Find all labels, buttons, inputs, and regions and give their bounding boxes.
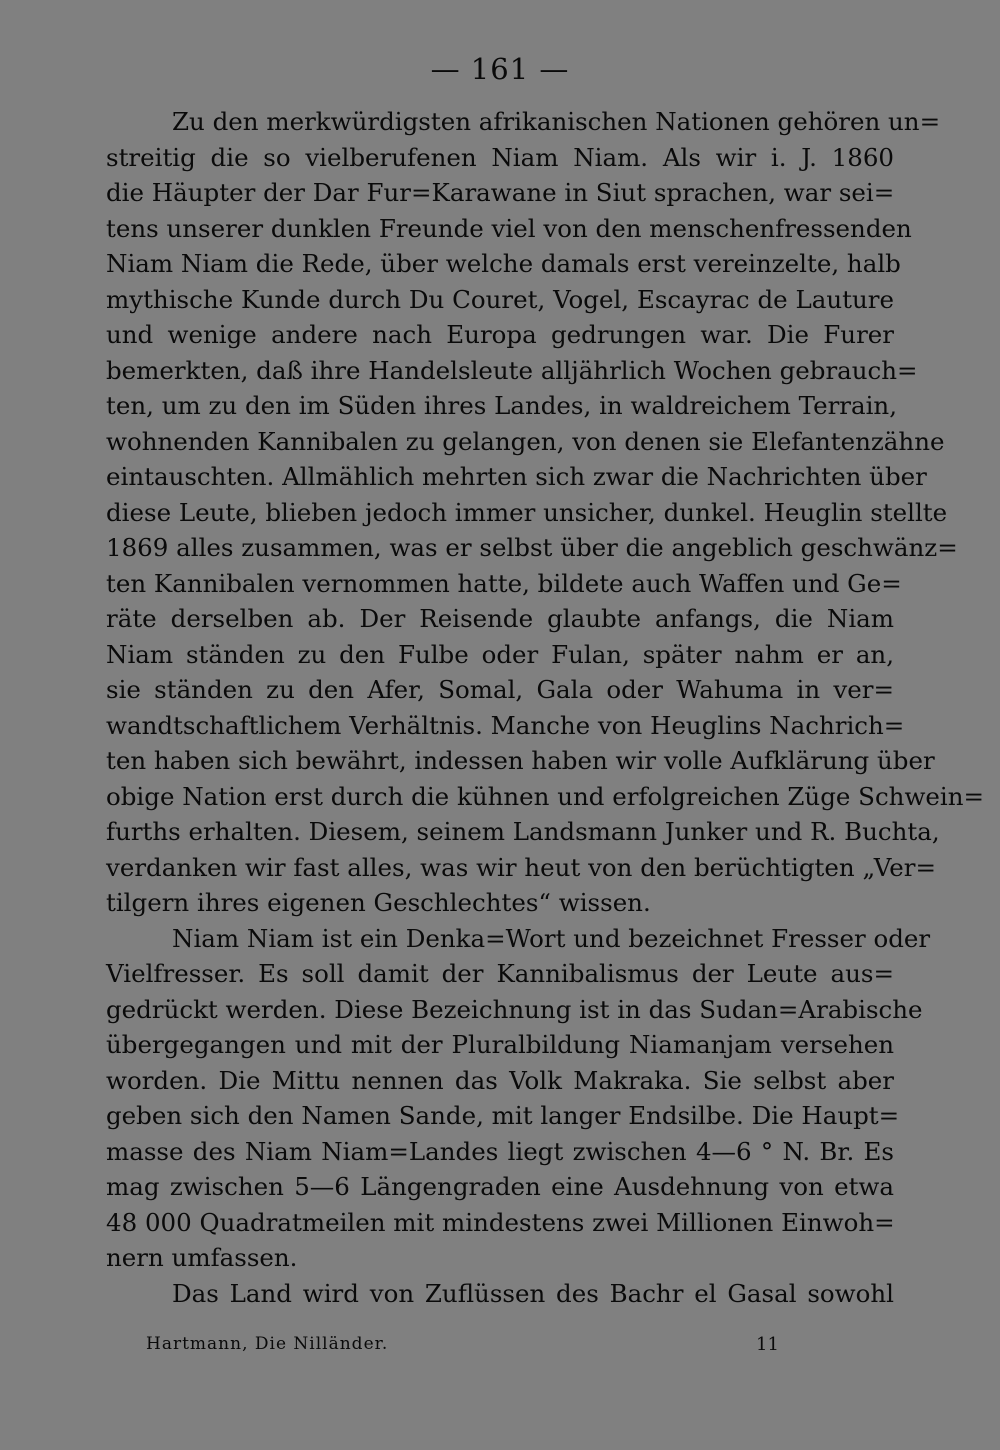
text-line: verdanken wir fast alles, was wir heut von den berüchtigten „Ver= bbox=[106, 852, 936, 882]
text-line: ten haben sich bewährt, indessen haben wir volle Aufklärung über bbox=[106, 746, 935, 775]
text-line: obige Nation erst durch die kühnen und erfolgreichen Züge Schwein= bbox=[106, 781, 985, 811]
text-line: ten Kannibalen vernommen hatte, bildete auch Waffen und Ge= bbox=[106, 568, 902, 598]
text-line: wohnenden Kannibalen zu gelangen, von denen sie Elefantenzähne bbox=[106, 426, 945, 456]
text-line: Niam Niam die Rede, über welche damals erst vereinzelte, halb bbox=[106, 249, 901, 278]
text-line: nern umfassen. bbox=[106, 1243, 298, 1272]
footer-author-title: Hartmann, Die Nilländer. bbox=[146, 1334, 389, 1354]
text-line: tens unserer dunklen Freunde viel von den menschenfressenden bbox=[106, 213, 912, 243]
text-line: wandtschaftlichem Verhältnis. Manche von Heuglins Nachrich= bbox=[106, 710, 905, 740]
signature-mark: 11 bbox=[756, 1334, 779, 1355]
page-footer bbox=[0, 1334, 1000, 1364]
text-line: Niam Niam ist ein Denka=Wort und bezeichnet Fresser oder bbox=[172, 923, 931, 953]
text-line: mag zwischen 5—6 Längengraden eine Ausdehnung von etwa bbox=[106, 1172, 894, 1201]
text-line: Vielfresser. Es soll damit der Kannibalismus der Leute aus= bbox=[106, 959, 894, 988]
text-line: diese Leute, blieben jedoch immer unsicher, dunkel. Heuglin stellte bbox=[106, 497, 948, 527]
text-line: Zu den merkwürdigsten afrikanischen Nationen gehören un= bbox=[172, 107, 941, 136]
page-number: — 161 — bbox=[430, 52, 570, 86]
text-line: die Häupter der Dar Fur=Karawane in Siut sprachen, war sei= bbox=[106, 178, 895, 207]
body-text bbox=[106, 104, 985, 1311]
text-line: ten, um zu den im Süden ihres Landes, in waldreichem Terrain, bbox=[106, 391, 897, 420]
text-line: eintauschten. Allmählich mehrten sich zwar die Nachrichten über bbox=[106, 462, 927, 491]
text-line: gedrückt werden. Diese Bezeichnung ist in das Sudan=Arabische bbox=[106, 994, 923, 1024]
text-line: geben sich den Namen Sande, mit langer Endsilbe. Die Haupt= bbox=[106, 1101, 900, 1130]
text-line: furths erhalten. Diesem, seinem Landsmann Junker und R. Buchta, bbox=[106, 817, 940, 846]
text-line: Das Land wird von Zuflüssen des Bachr el Gasal sowohl bbox=[172, 1278, 894, 1308]
text-line: Niam ständen zu den Fulbe oder Fulan, später nahm er an, bbox=[106, 639, 894, 669]
text-line: 1869 alles zusammen, was er selbst über die angeblich geschwänz= bbox=[106, 533, 958, 562]
text-line: und wenige andere nach Europa gedrungen war. Die Furer bbox=[106, 320, 894, 349]
text-line: räte derselben ab. Der Reisende glaubte anfangs, die Niam bbox=[106, 604, 894, 633]
text-line: tilgern ihres eigenen Geschlechtes“ wissen. bbox=[106, 888, 651, 917]
text-line: sie ständen zu den Afer, Somal, Gala oder Wahuma in ver= bbox=[106, 675, 894, 704]
text-line: mythische Kunde durch Du Couret, Vogel, Escayrac de Lauture bbox=[106, 284, 894, 314]
text-line: streitig die so vielberufenen Niam Niam. Als wir i. J. 1860 bbox=[106, 142, 894, 172]
text-line: worden. Die Mittu nennen das Volk Makraka. Sie selbst aber bbox=[106, 1065, 894, 1095]
text-line: masse des Niam Niam=Landes liegt zwischen 4—6 ° N. Br. Es bbox=[106, 1136, 894, 1166]
text-line: übergegangen und mit der Pluralbildung Niamanjam versehen bbox=[106, 1030, 894, 1059]
text-line: 48 000 Quadratmeilen mit mindestens zwei Millionen Einwoh= bbox=[106, 1207, 895, 1237]
text-line: bemerkten, daß ihre Handelsleute alljährlich Wochen gebrauch= bbox=[106, 355, 918, 385]
